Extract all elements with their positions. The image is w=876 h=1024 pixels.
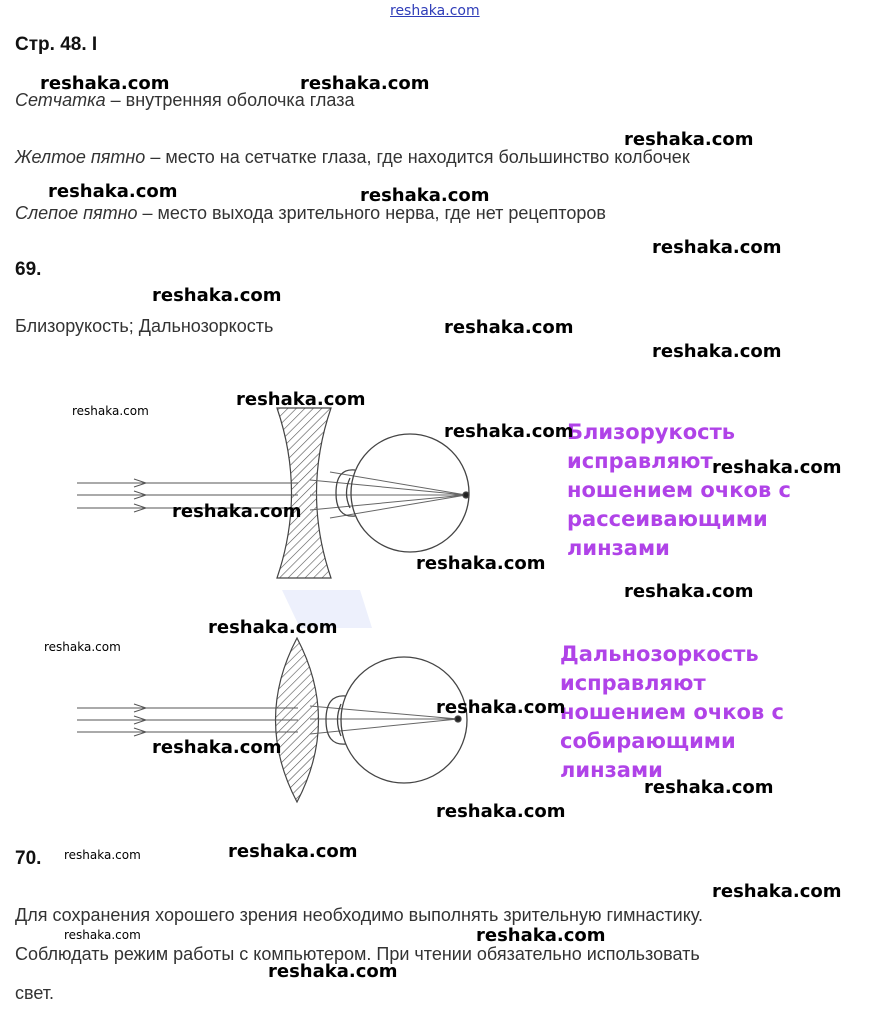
task-70-line-1: Для сохранения хорошего зрения необходимо выполнять зрительную гимнастику. xyxy=(15,905,703,925)
watermark: reshaka.com xyxy=(236,389,366,410)
watermark: reshaka.com xyxy=(436,697,566,718)
watermark: reshaka.com xyxy=(712,881,842,902)
watermark: reshaka.com xyxy=(644,777,774,798)
watermark: reshaka.com xyxy=(624,581,754,602)
task-69-number: 69. xyxy=(15,259,42,280)
watermark: reshaka.com xyxy=(652,237,782,258)
watermark: reshaka.com xyxy=(624,129,754,150)
task-70-number: 70. xyxy=(15,848,42,869)
watermark: reshaka.com xyxy=(152,737,282,758)
watermark: reshaka.com xyxy=(64,928,141,942)
incoming-rays-2 xyxy=(77,708,298,732)
watermark: reshaka.com xyxy=(444,317,574,338)
watermark: reshaka.com xyxy=(208,617,338,638)
watermark-top-link[interactable]: reshaka.com xyxy=(390,3,480,19)
watermark: reshaka.com xyxy=(152,285,282,306)
definition-term: Желтое пятно xyxy=(15,147,146,167)
watermark: reshaka.com xyxy=(712,457,842,478)
task-70-line-3: свет. xyxy=(15,983,55,1003)
watermark: reshaka.com xyxy=(64,848,141,862)
hyperopia-caption: Дальнозоркость исправляют ношением очков с собирающими линзами xyxy=(560,642,784,782)
watermark: reshaka.com xyxy=(44,640,121,654)
watermark: reshaka.com xyxy=(228,841,358,862)
watermark: reshaka.com xyxy=(436,801,566,822)
definition-term: Слепое пятно xyxy=(15,203,138,223)
watermark: reshaka.com xyxy=(72,404,149,418)
page-header: Стр. 48. I xyxy=(15,34,98,55)
watermark: reshaka.com xyxy=(300,73,430,94)
myopia-caption: Близорукость исправляют ношением очков с рассеивающими линзами xyxy=(567,420,791,560)
watermark: reshaka.com xyxy=(40,73,170,94)
task-69-answer: Близорукость; Дальнозоркость xyxy=(15,316,274,336)
watermark: reshaka.com xyxy=(416,553,546,574)
watermark: reshaka.com xyxy=(268,961,398,982)
watermark: reshaka.com xyxy=(360,185,490,206)
watermark: reshaka.com xyxy=(48,181,178,202)
watermark: reshaka.com xyxy=(652,341,782,362)
definition-text: – внутренняя оболочка глаза xyxy=(105,90,355,110)
watermark: reshaka.com xyxy=(444,421,574,442)
watermark: reshaka.com xyxy=(172,501,302,522)
definition-text: – место выхода зрительного нерва, где нет рецепторов xyxy=(137,203,606,223)
watermark: reshaka.com xyxy=(476,925,606,946)
definition-text: – место на сетчатке глаза, где находится большинство колбочек xyxy=(145,147,690,167)
definition-term: Сетчатка xyxy=(15,90,106,110)
task-70-line-2: Соблюдать режим работы с компьютером. При чтении обязательно использовать xyxy=(15,944,700,964)
